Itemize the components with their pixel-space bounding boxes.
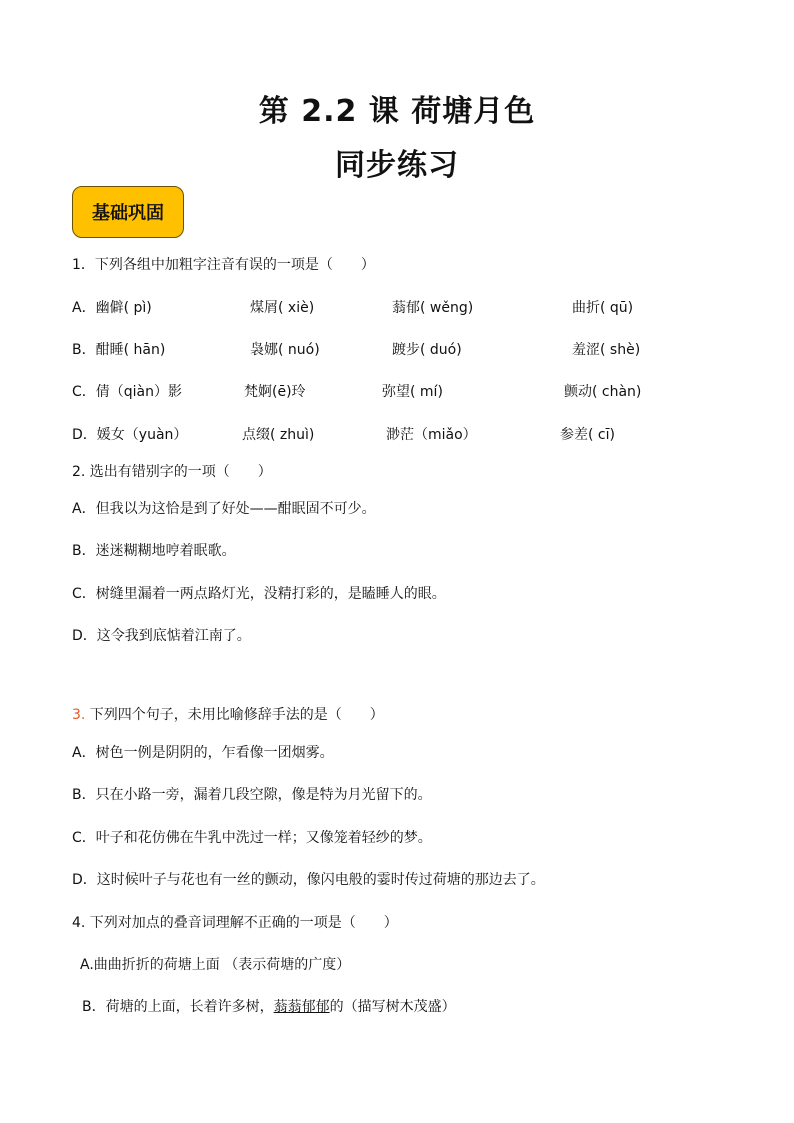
q1-a-4: 曲折( qū) <box>572 300 634 316</box>
q4-option-b-word: 蓊蓊郁郁 <box>273 999 330 1015</box>
q2-option-b: B．迷迷糊糊地哼着眠歌。 <box>72 543 236 559</box>
q4-stem: 4. 下列对加点的叠音词理解不正确的一项是（ ） <box>72 915 398 931</box>
section-badge: 基础巩固 <box>72 186 184 238</box>
q1-d-2: 点缀( zhuì) <box>242 427 315 443</box>
q1-d-1: D．媛女（yuàn） <box>72 427 188 443</box>
q4-option-b-prefix: B．荷塘的上面，长着许多树， <box>82 999 274 1015</box>
q4-option-b-suffix: 的（描写树木茂盛） <box>329 999 456 1015</box>
q2-option-a: A．但我以为这恰是到了好处——酣眠固不可少。 <box>72 501 376 517</box>
q1-a-1: A．幽僻( pì) <box>72 300 152 316</box>
q1-d-4: 参差( cī) <box>560 427 615 443</box>
q3-option-d: D．这时候叶子与花也有一丝的颤动，像闪电般的霎时传过荷塘的那边去了。 <box>72 872 545 888</box>
q3-stem: 下列四个句子，未用比喻修辞手法的是（ ） <box>85 707 384 723</box>
q1-b-3: 踱步( duó) <box>392 342 462 358</box>
q1-a-3: 蓊郁( wěng) <box>392 300 474 316</box>
q3-option-b: B．只在小路一旁，漏着几段空隙，像是特为月光留下的。 <box>72 787 432 803</box>
page-subtitle: 同步练习 <box>335 148 459 183</box>
q1-stem: 1．下列各组中加粗字注音有误的一项是（ ） <box>72 257 375 273</box>
q1-c-2: 梵婀(ē)玲 <box>244 384 306 400</box>
q2-stem: 2. 选出有错别字的一项（ ） <box>72 464 272 480</box>
q2-option-d: D．这令我到底惦着江南了。 <box>72 628 251 644</box>
q1-b-1: B．酣睡( hān) <box>72 342 166 358</box>
q2-option-c: C．树缝里漏着一两点路灯光，没精打彩的，是瞌睡人的眼。 <box>72 586 446 602</box>
q1-b-4: 羞涩( shè) <box>572 342 641 358</box>
page-title: 第 2.2 课 荷塘月色 <box>258 94 536 129</box>
q1-c-1: C．倩（qiàn）影 <box>72 384 183 400</box>
q3-option-a: A．树色一例是阴阴的，乍看像一团烟雾。 <box>72 745 334 761</box>
q1-a-2: 煤屑( xiè) <box>250 300 315 316</box>
q3-number: 3. <box>72 707 86 723</box>
q1-c-4: 颤动( chàn) <box>564 384 642 400</box>
q1-b-2: 袅娜( nuó) <box>250 342 320 358</box>
q1-d-3: 渺茫（miǎo） <box>386 427 477 443</box>
q1-c-3: 弥望( mí) <box>382 384 443 400</box>
q4-option-a: A.曲曲折折的荷塘上面 （表示荷塘的广度） <box>80 957 351 973</box>
q4-option-b <box>82 997 456 1017</box>
q3-option-c: C．叶子和花仿佛在牛乳中洗过一样；又像笼着轻纱的梦。 <box>72 830 432 846</box>
q3-stem-line <box>72 705 384 725</box>
